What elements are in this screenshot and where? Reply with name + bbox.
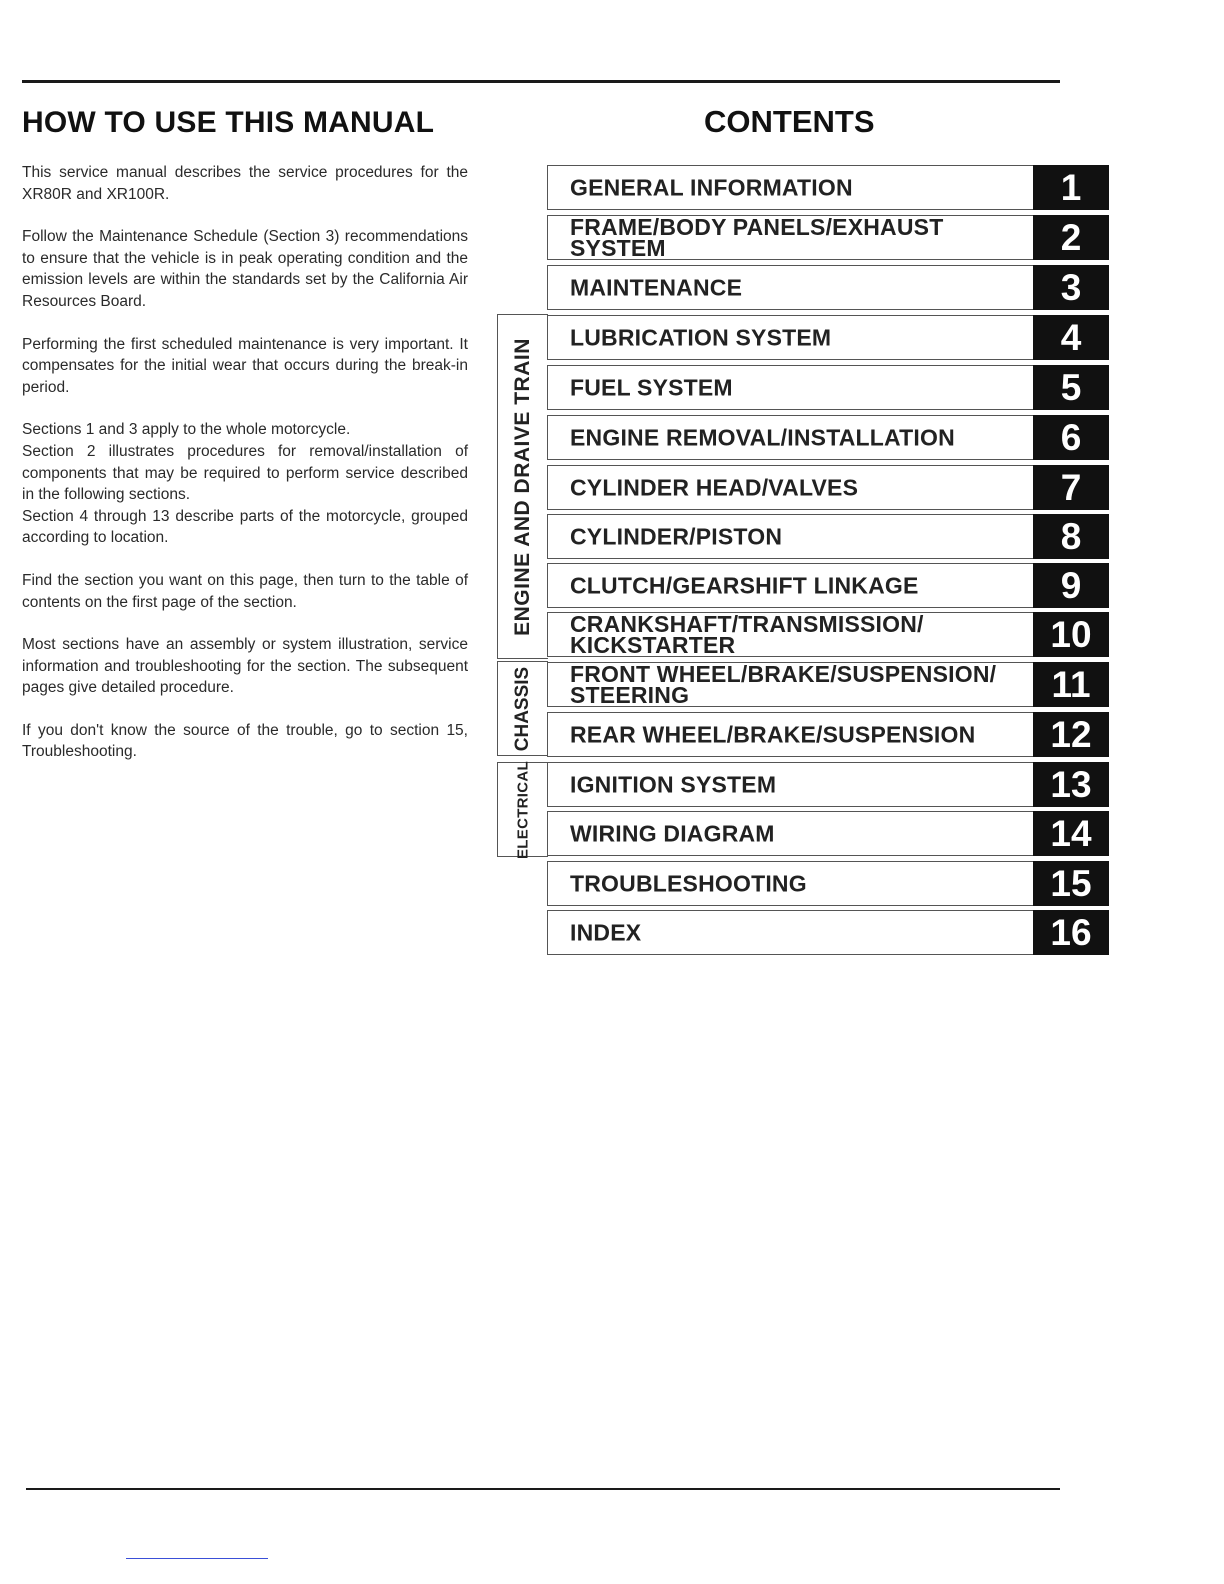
- toc-entry[interactable]: [547, 165, 1109, 210]
- toc-entry-box[interactable]: [547, 415, 1033, 460]
- toc-section-tab[interactable]: 7: [1033, 465, 1109, 510]
- toc-entry-label: ENGINE REMOVAL/INSTALLATION: [570, 424, 955, 450]
- top-rule: [22, 80, 1060, 83]
- toc-entry-label: REAR WHEEL/BRAKE/SUSPENSION: [570, 721, 976, 747]
- break-in-paragraph: Performing the first scheduled maintenance is very important. It compensates for the initial wear that occurs during the break-in period.: [22, 335, 468, 396]
- toc-entry-label: FRONT WHEEL/BRAKE/SUSPENSION/ STEERING: [570, 660, 997, 708]
- bottom-rule: [26, 1488, 1060, 1490]
- toc-entry-box[interactable]: [547, 165, 1033, 210]
- toc-entry-box[interactable]: [547, 265, 1033, 310]
- toc-entry-label: TROUBLESHOOTING: [570, 870, 807, 896]
- toc-entry-label: FRAME/BODY PANELS/EXHAUST SYSTEM: [570, 213, 944, 261]
- toc-entry-label: LUBRICATION SYSTEM: [570, 324, 832, 350]
- toc-entry-label: CYLINDER/PISTON: [570, 523, 783, 549]
- toc-section-tab[interactable]: 4: [1033, 315, 1109, 360]
- illustration-paragraph: Most sections have an assembly or system illustration, service information and troubleshooting for the section. The subsequent pages give detailed procedure.: [22, 636, 468, 697]
- toc-section-tab[interactable]: 13: [1033, 762, 1109, 807]
- chassis-group-bracket: [497, 661, 548, 756]
- toc-entry[interactable]: [547, 662, 1109, 707]
- toc-entry[interactable]: [547, 415, 1109, 460]
- toc-entry[interactable]: [547, 861, 1109, 906]
- toc-section-tab[interactable]: 8: [1033, 514, 1109, 559]
- toc-entry-box[interactable]: [547, 365, 1033, 410]
- toc-entry-box[interactable]: [547, 563, 1033, 608]
- electrical-group-bracket: [497, 762, 548, 857]
- toc-entry-box[interactable]: [547, 762, 1033, 807]
- toc-entry[interactable]: [547, 712, 1109, 757]
- toc-entry-box[interactable]: [547, 612, 1033, 657]
- toc-entry-label: INDEX: [570, 919, 642, 945]
- toc-section-tab[interactable]: 16: [1033, 910, 1109, 955]
- toc-entry[interactable]: [547, 612, 1109, 657]
- toc-entry[interactable]: [547, 365, 1109, 410]
- sections-4-13-paragraph: Section 4 through 13 describe parts of the motorcycle, grouped according to location.: [22, 507, 468, 547]
- troubleshooting-paragraph: If you don't know the source of the trouble, go to section 15, Troubleshooting.: [22, 721, 468, 761]
- toc-entry-box[interactable]: [547, 662, 1033, 707]
- section-2-paragraph: Section 2 illustrates procedures for removal/installation of components that may be required to perform service described in the following sections.: [22, 442, 468, 504]
- toc-section-tab[interactable]: 5: [1033, 365, 1109, 410]
- toc-entry-label: CLUTCH/GEARSHIFT LINKAGE: [570, 572, 919, 598]
- electrical-group-label: ELECTRICAL: [514, 760, 532, 859]
- toc-entry[interactable]: [547, 265, 1109, 310]
- toc-section-tab[interactable]: 12: [1033, 712, 1109, 757]
- toc-entry[interactable]: [547, 910, 1109, 955]
- toc-section-tab[interactable]: 9: [1033, 563, 1109, 608]
- toc-entry-box[interactable]: [547, 910, 1033, 955]
- toc-entry-label: CYLINDER HEAD/VALVES: [570, 474, 859, 500]
- toc-entry-box[interactable]: [547, 712, 1033, 757]
- engine-group-label: ENGINE AND DRAIVE TRAIN: [511, 337, 534, 636]
- sections-1-3-paragraph: Sections 1 and 3 apply to the whole motorcycle.: [22, 421, 351, 439]
- toc-entry[interactable]: [547, 762, 1109, 807]
- toc-entry[interactable]: [547, 465, 1109, 510]
- find-section-paragraph: Find the section you want on this page, then turn to the table of contents on the first page of the section.: [22, 571, 468, 611]
- toc-section-tab[interactable]: 10: [1033, 612, 1109, 657]
- toc-entry-label: CRANKSHAFT/TRANSMISSION/ KICKSTARTER: [570, 610, 924, 658]
- intro-paragraph: This service manual describes the service procedures for the XR80R and XR100R.: [22, 164, 468, 203]
- toc-entry-label: IGNITION SYSTEM: [570, 771, 777, 797]
- blue-underline: [126, 1558, 268, 1559]
- toc-section-tab[interactable]: 6: [1033, 415, 1109, 460]
- toc-entry-box[interactable]: [547, 514, 1033, 559]
- toc-entry-label: GENERAL INFORMATION: [570, 174, 853, 200]
- contents-title: CONTENTS: [704, 104, 875, 139]
- toc-entry-box[interactable]: [547, 465, 1033, 510]
- toc-entry-label: MAINTENANCE: [570, 274, 743, 300]
- toc-entry-box[interactable]: [547, 861, 1033, 906]
- toc-entry-label: WIRING DIAGRAM: [570, 820, 775, 846]
- engine-group-bracket: [497, 314, 548, 659]
- toc-section-tab[interactable]: 1: [1033, 165, 1109, 210]
- chassis-group-label: CHASSIS: [512, 666, 533, 751]
- toc-entry[interactable]: [547, 563, 1109, 608]
- toc-entry-box[interactable]: [547, 315, 1033, 360]
- toc-section-tab[interactable]: 14: [1033, 811, 1109, 856]
- toc-section-tab[interactable]: 3: [1033, 265, 1109, 310]
- toc-entry[interactable]: [547, 215, 1109, 260]
- toc-entry[interactable]: [547, 514, 1109, 559]
- how-to-use-title: HOW TO USE THIS MANUAL: [22, 106, 435, 139]
- toc-entry-box[interactable]: [547, 811, 1033, 856]
- toc-entry-box[interactable]: [547, 215, 1033, 260]
- toc-entry[interactable]: [547, 811, 1109, 856]
- toc-section-tab[interactable]: 2: [1033, 215, 1109, 260]
- toc-entry-label: FUEL SYSTEM: [570, 374, 733, 400]
- toc-section-tab[interactable]: 15: [1033, 861, 1109, 906]
- toc-section-tab[interactable]: 11: [1033, 662, 1109, 707]
- maintenance-paragraph: Follow the Maintenance Schedule (Section 3) recommendations to ensure that the vehicle is in peak operating condition and the emission levels are within the standards set by the California Air Resources Board.: [22, 228, 468, 310]
- how-to-use-body: [22, 162, 468, 784]
- toc-entry[interactable]: [547, 315, 1109, 360]
